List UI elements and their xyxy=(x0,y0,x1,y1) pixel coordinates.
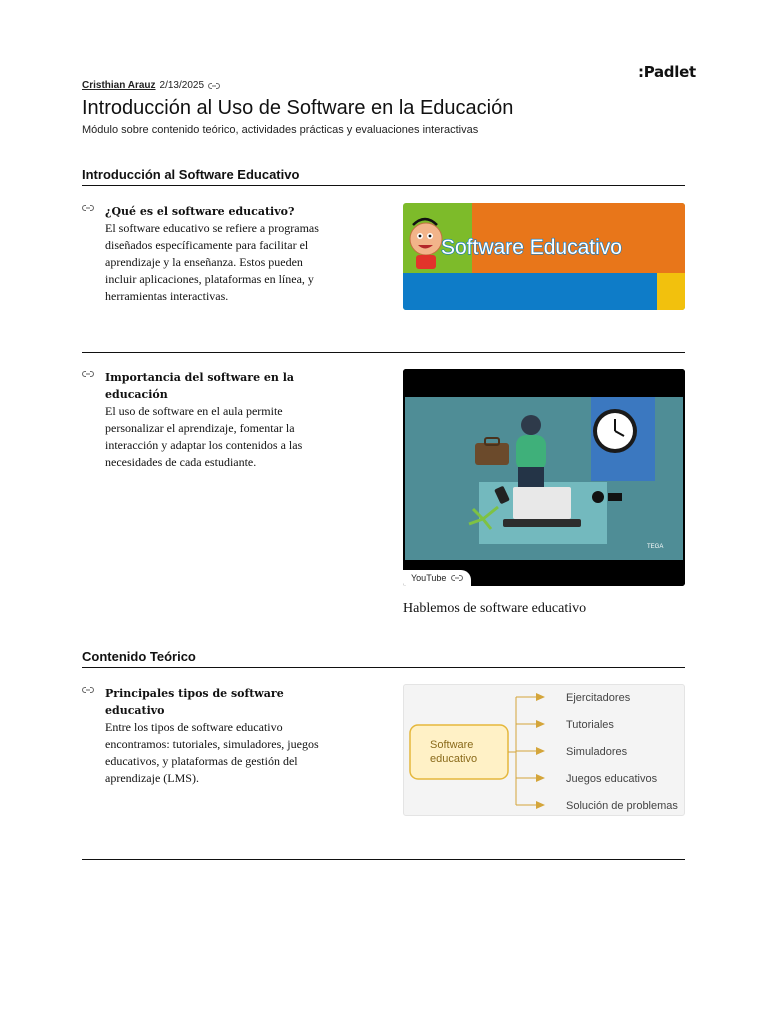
post-body: El uso de software en el aula permite personalizar el aprendizaje, fomentar la interacción y adaptar los contenidos a las necesidades de cada estudiante. xyxy=(105,404,303,469)
post-title: Principales tipos de software educativo xyxy=(105,687,284,717)
diagram-root-box xyxy=(410,725,508,779)
laptop-icon xyxy=(503,487,581,527)
post-image[interactable] xyxy=(403,684,685,816)
link-icon[interactable] xyxy=(82,686,94,694)
link-icon[interactable] xyxy=(208,82,220,90)
post-title: Importancia del software en la educación xyxy=(105,371,295,401)
branch-arrow-2 xyxy=(536,720,545,728)
diagram-branch: Solución de problemas xyxy=(566,800,678,812)
branch-arrow-5 xyxy=(536,801,545,809)
post-card[interactable] xyxy=(82,369,342,471)
divider xyxy=(82,859,685,860)
clock-icon xyxy=(593,409,637,453)
diagram-branch: Simuladores xyxy=(566,746,628,758)
post-date: 2/13/2025 xyxy=(159,80,205,91)
branch-arrow-4 xyxy=(536,774,545,782)
post-title: ¿Qué es el software educativo? xyxy=(105,205,295,218)
banner-text: Software Educativo xyxy=(441,236,622,259)
post-card[interactable] xyxy=(82,685,342,787)
diagram-root-line-1: Software xyxy=(430,739,474,751)
video-caption: Hablemos de software educativo xyxy=(403,601,587,616)
post-body: El software educativo se refiere a programas diseñados específicamente para facilitar el aprendizaje y la enseñanza. Estos pueden incluir aplicaciones, plataformas en línea, y herramientas interactivas. xyxy=(105,221,319,303)
author-link[interactable]: Cristhian Arauz xyxy=(82,80,156,91)
link-icon xyxy=(451,574,463,582)
software-types-diagram xyxy=(404,685,685,816)
padlet-logo: :Padlet xyxy=(638,63,696,81)
post-image[interactable] xyxy=(403,203,685,310)
post-meta xyxy=(82,80,220,91)
page-subtitle: Módulo sobre contenido teórico, actividades prácticas y evaluaciones interactivas xyxy=(82,124,479,136)
diagram-branch: Tutoriales xyxy=(566,719,614,731)
video-source: YouTube xyxy=(411,573,447,583)
post-body: Entre los tipos de software educativo encontramos: tutoriales, simuladores, juegos educativos, y plataformas de gestión del aprendizaje (LMS). xyxy=(105,720,319,785)
link-icon[interactable] xyxy=(82,204,94,212)
diagram-branch: Ejercitadores xyxy=(566,692,631,704)
branch-arrow-1 xyxy=(536,693,545,701)
video-thumbnail xyxy=(403,369,685,586)
youtube-badge[interactable] xyxy=(403,570,471,586)
diagram-branch: Juegos educativos xyxy=(566,773,658,785)
video-embed[interactable] xyxy=(403,369,685,586)
divider xyxy=(82,352,685,353)
section-heading: Introducción al Software Educativo xyxy=(82,167,685,186)
link-icon[interactable] xyxy=(82,370,94,378)
branch-arrow-3 xyxy=(536,747,545,755)
section-heading: Contenido Teórico xyxy=(82,649,685,668)
video-watermark: TEGA xyxy=(647,544,664,550)
page-title: Introducción al Uso de Software en la Educación xyxy=(82,97,514,119)
post-card[interactable] xyxy=(82,203,342,305)
diagram-root-line-2: educativo xyxy=(430,753,478,765)
software-educativo-banner xyxy=(403,203,685,310)
